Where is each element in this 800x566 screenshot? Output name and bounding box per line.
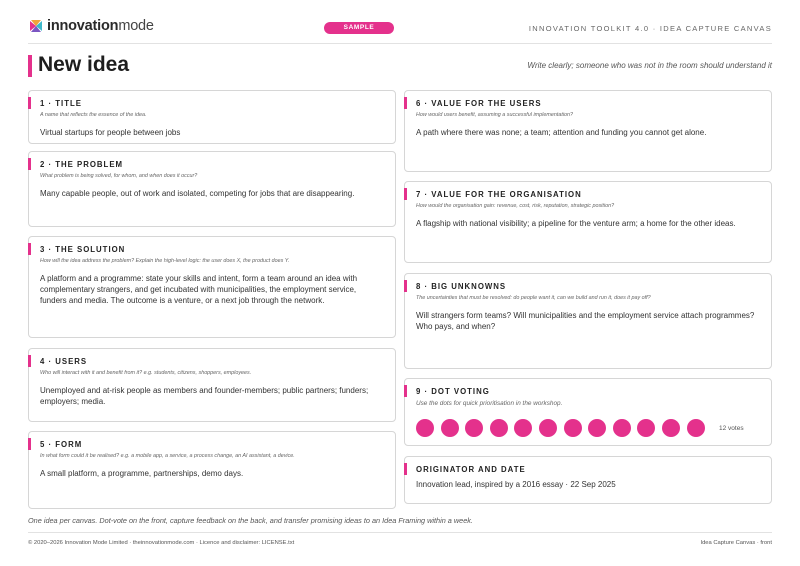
logo-bold-text: innovation <box>47 18 119 34</box>
card-heading: 2 · THE PROBLEM <box>40 160 124 169</box>
vote-dot[interactable] <box>613 419 631 437</box>
card-heading: 6 · VALUE FOR THE USERS <box>416 99 542 108</box>
vote-dot[interactable] <box>514 419 532 437</box>
title-accent-bar <box>28 55 32 77</box>
card-hint: The uncertainties that must be resolved: do people want it, can we build and run it, does it pay off? <box>416 295 651 301</box>
footer-note: One idea per canvas. Dot-vote on the front, capture feedback on the back, and transfer promising ideas to an Idea Framing within a week. <box>28 516 473 525</box>
vote-dot[interactable] <box>490 419 508 437</box>
brand-logo <box>28 18 154 34</box>
value-users-field[interactable]: A path where there was none; a team; attention and funding you cannot get alone. <box>416 128 707 137</box>
toolkit-label: INNOVATION TOOLKIT 4.0 · IDEA CAPTURE CANVAS <box>528 24 772 33</box>
card-heading: 3 · THE SOLUTION <box>40 245 126 254</box>
card-originator <box>404 456 772 504</box>
card-hint: A name that reflects the essence of the idea. <box>40 112 147 118</box>
vote-dot[interactable] <box>588 419 606 437</box>
solution-field[interactable]: A platform and a programme: state your skills and intent, form a team around an idea with complementary strangers, and get incubated with municipalities, the employment service, funders and media. The outcome is a venture, or a next job through the network. <box>40 274 358 305</box>
vote-dot[interactable] <box>564 419 582 437</box>
vote-dot[interactable] <box>416 419 434 437</box>
page-instruction: Write clearly; someone who was not in the room should understand it <box>527 61 772 70</box>
vote-dot[interactable] <box>465 419 483 437</box>
card-hint: In what form could it be realised? e.g. a mobile app, a service, a process change, an AI assistant, a device. <box>40 453 295 459</box>
brand-logo-icon <box>28 18 44 34</box>
vote-dots <box>416 419 711 437</box>
vote-count: 12 votes <box>719 425 744 432</box>
card-hint: How would users benefit, assuming a successful implementation? <box>416 112 574 118</box>
page-title: New idea <box>38 53 130 76</box>
card-heading: 8 · BIG UNKNOWNS <box>416 282 507 291</box>
card-hint: What problem is being solved, for whom, and when does it occur? <box>40 173 198 179</box>
vote-dot[interactable] <box>662 419 680 437</box>
vote-dot[interactable] <box>539 419 557 437</box>
form-field[interactable]: A small platform, a programme, partnerships, demo days. <box>40 469 244 478</box>
card-heading: 7 · VALUE FOR THE ORGANISATION <box>416 190 582 199</box>
card-users <box>28 348 396 422</box>
card-heading: 5 · FORM <box>40 440 83 449</box>
card-big-unknowns <box>404 273 772 369</box>
card-hint: Use the dots for quick prioritisation in the workshop. <box>416 400 563 407</box>
card-form <box>28 431 396 509</box>
footer-copyright: © 2020–2026 Innovation Mode Limited · theinnovationmode.com · Licence and disclaimer: LICENSE.txt <box>28 540 295 546</box>
card-heading: 1 · TITLE <box>40 99 82 108</box>
vote-dot[interactable] <box>637 419 655 437</box>
title-row <box>28 54 772 78</box>
vote-dot[interactable] <box>441 419 459 437</box>
page-header <box>28 16 772 44</box>
card-problem <box>28 151 396 227</box>
card-value-organisation <box>404 181 772 263</box>
title-field[interactable]: Virtual startups for people between jobs <box>40 128 181 137</box>
card-heading: ORIGINATOR AND DATE <box>416 465 526 474</box>
users-field[interactable]: Unemployed and at-risk people as members and founder-members; public partners; funders; employers; media. <box>40 386 369 406</box>
vote-dot[interactable] <box>687 419 705 437</box>
big-unknowns-field[interactable]: Will strangers form teams? Will municipalities and the employment service attach programmes? Who pays, and when? <box>416 311 755 331</box>
value-organisation-field[interactable]: A flagship with national visibility; a pipeline for the venture arm; a home for the other ideas. <box>416 219 736 228</box>
card-heading: 4 · USERS <box>40 357 88 366</box>
footer-canvas-label: Idea Capture Canvas · front <box>700 540 772 546</box>
originator-field[interactable]: Innovation lead, inspired by a 2016 essay · 22 Sep 2025 <box>416 480 616 489</box>
card-dot-voting <box>404 378 772 446</box>
card-title <box>28 90 396 144</box>
page-footer <box>28 532 772 552</box>
card-value-users <box>404 90 772 172</box>
problem-field[interactable]: Many capable people, out of work and isolated, competing for jobs that are disappearing. <box>40 189 355 198</box>
card-heading: 9 · DOT VOTING <box>416 387 490 396</box>
card-solution <box>28 236 396 338</box>
card-hint: How would the organisation gain: revenue, cost, risk, reputation, strategic position? <box>416 203 615 209</box>
card-hint: How will the idea address the problem? Explain the high-level logic: the user does X, the product does Y. <box>40 258 290 264</box>
logo-light-text: mode <box>118 18 154 34</box>
sample-badge: SAMPLE <box>324 22 394 34</box>
card-hint: Who will interact with it and benefit from it? e.g. students, citizens, shoppers, employees. <box>40 370 252 376</box>
